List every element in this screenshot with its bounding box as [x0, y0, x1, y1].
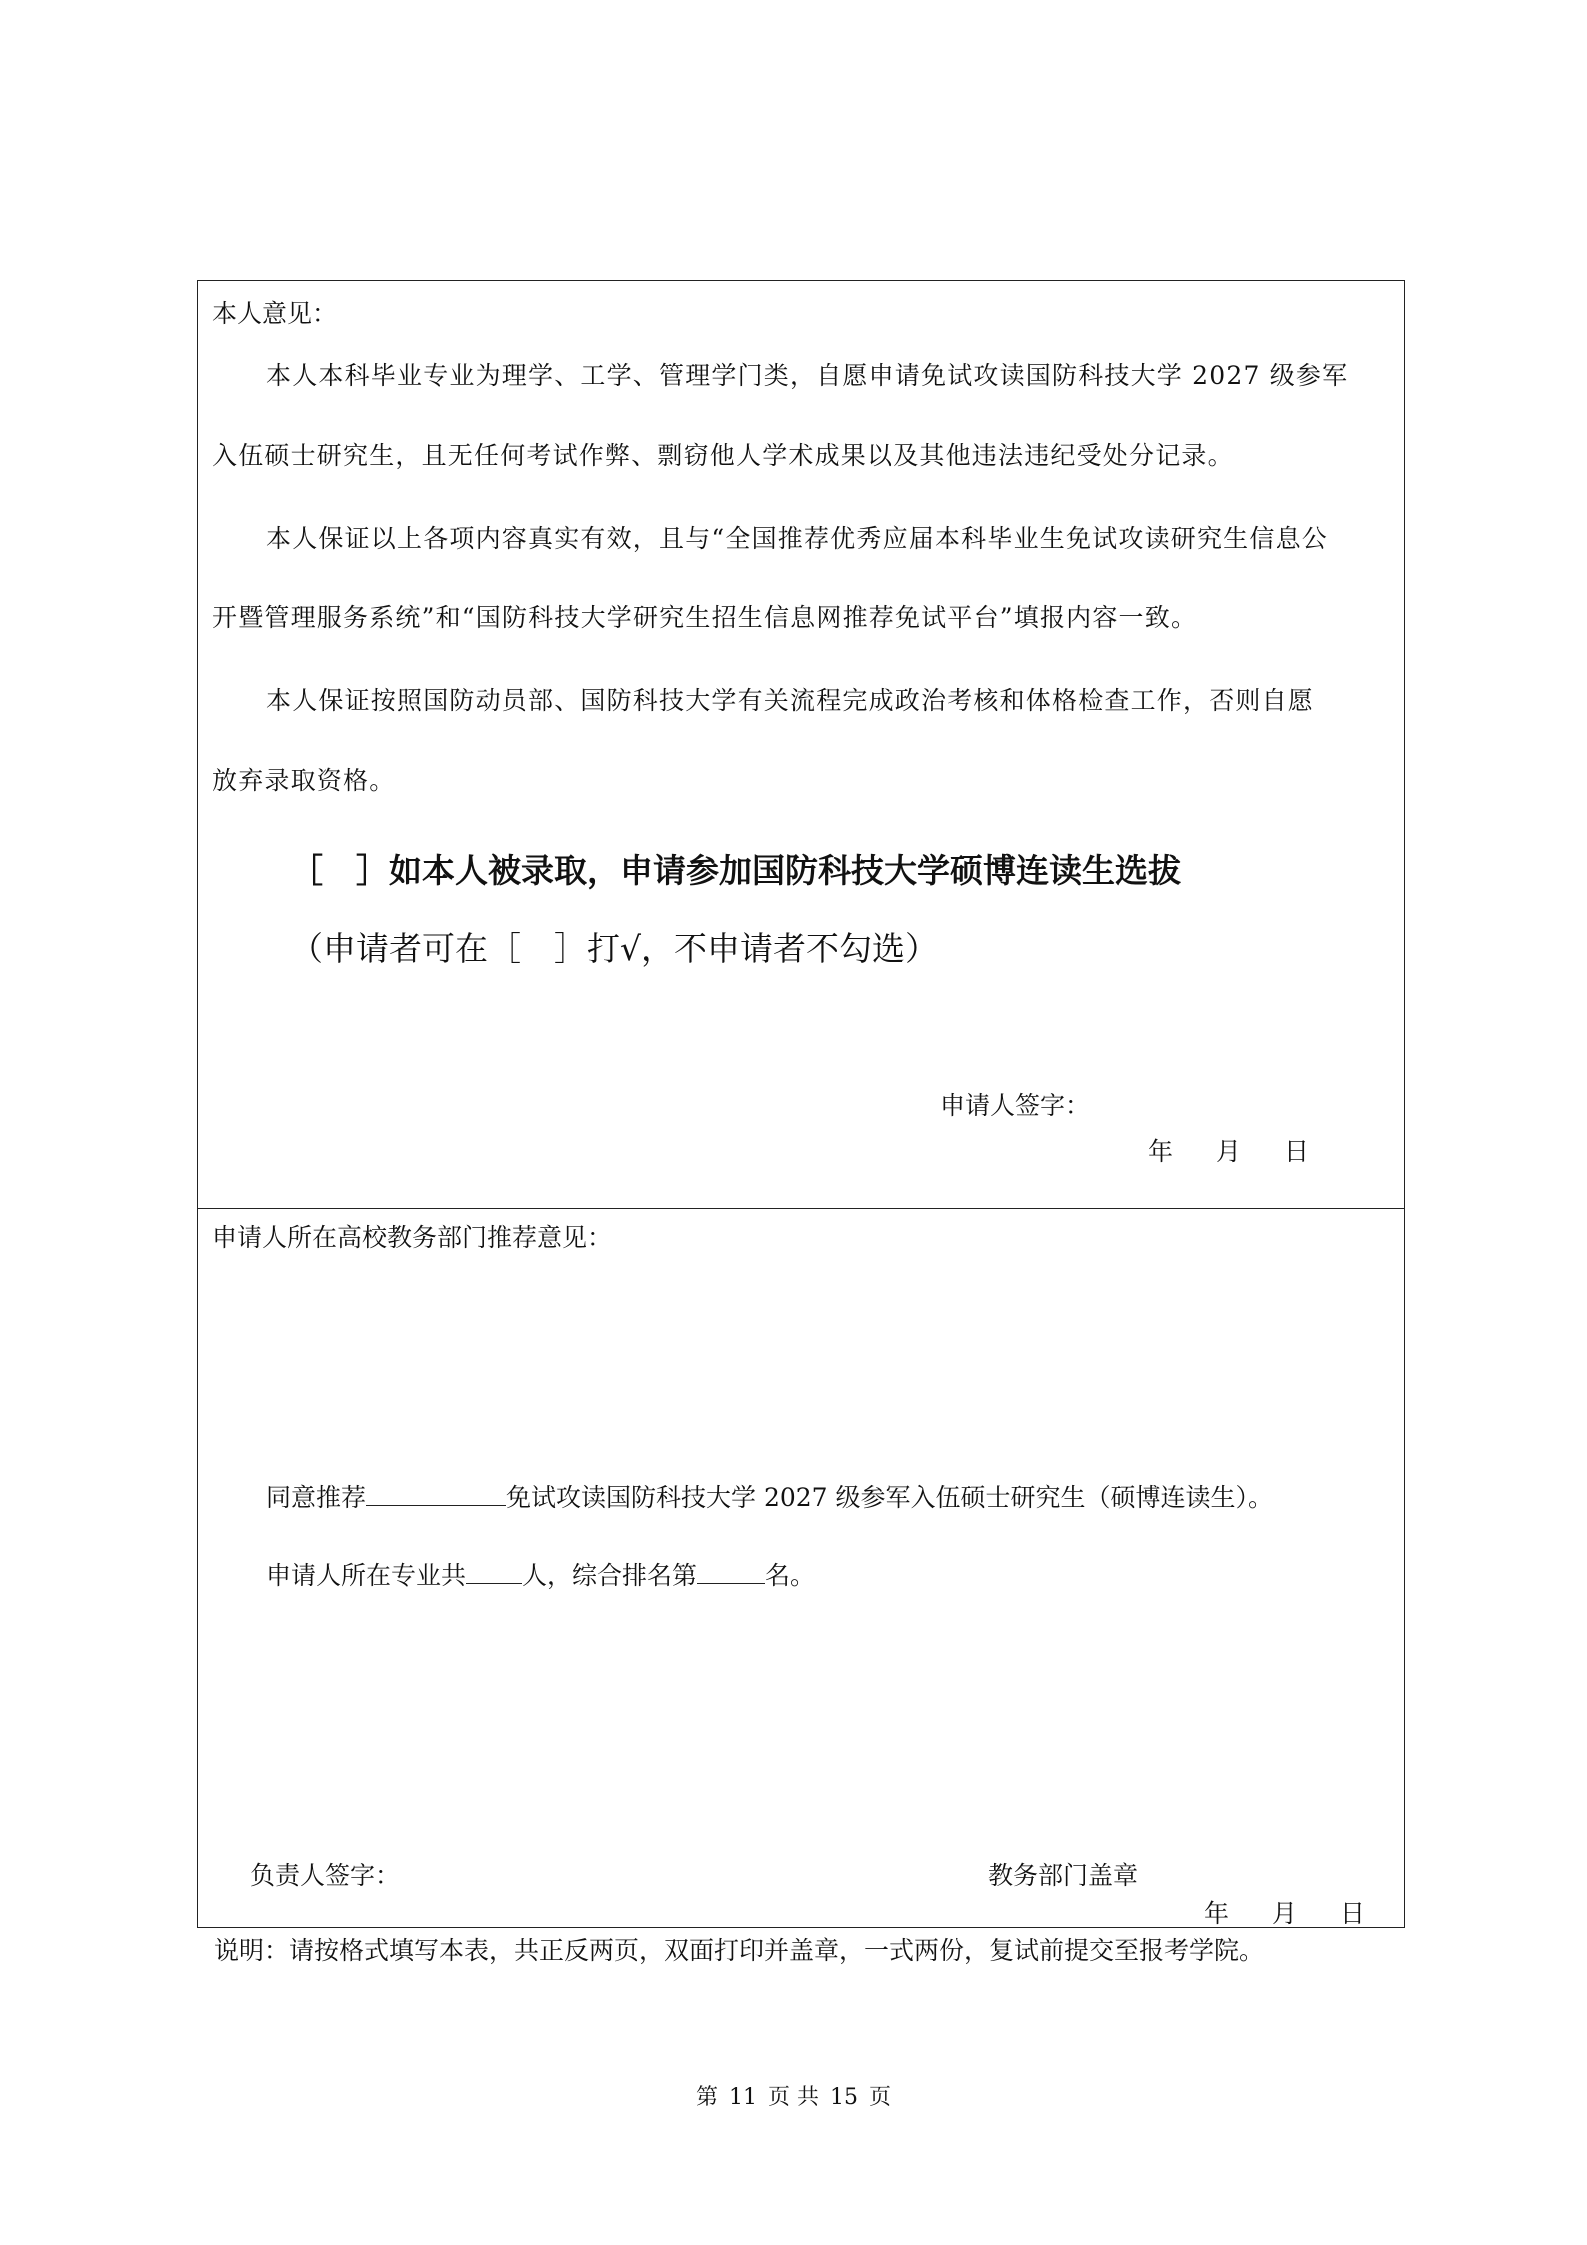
paragraph-3-line-2: 放弃录取资格。 — [212, 766, 396, 795]
applicant-signature-label: 申请人签字： — [940, 1091, 1091, 1120]
personal-opinion-section — [198, 281, 1404, 1209]
recommend-name-blank[interactable] — [366, 1481, 506, 1506]
paragraph-2-line-2: 开暨管理服务系统”和“国防科技大学研究生招生信息网推荐免试平台”填报内容一致。 — [212, 603, 1198, 632]
paragraph-3-line-1: 本人保证按照国防动员部、国防科技大学有关流程完成政治考核和体格检查工作，否则自愿 — [266, 686, 1315, 715]
applicant-date-day: 日 — [1284, 1137, 1310, 1166]
page-middle: 页 共 — [768, 2085, 819, 2110]
page-footer — [0, 2084, 1587, 2112]
page-current: 11 — [729, 2085, 757, 2110]
applicant-date-month: 月 — [1216, 1137, 1242, 1166]
phd-track-checkbox-hint: （申请者可在［ ］打√，不申请者不勾选） — [290, 929, 939, 968]
phd-track-checkbox-line[interactable]: ［ ］如本人被录取，申请参加国防科技大学硕博连读生选拔 — [290, 851, 1181, 890]
paragraph-1-line-2: 入伍硕士研究生，且无任何考试作弊、剽窃他人学术成果以及其他违法违纪受处分记录。 — [212, 441, 1234, 470]
rank-line — [266, 1559, 815, 1591]
page-total: 15 — [830, 2085, 858, 2110]
recommend-prefix: 同意推荐 — [266, 1483, 367, 1512]
application-form — [197, 280, 1405, 1928]
applicant-date-year: 年 — [1148, 1137, 1174, 1166]
school-recommendation-section — [198, 1209, 1404, 1929]
page-prefix: 第 — [695, 2085, 718, 2110]
school-date-year: 年 — [1204, 1899, 1230, 1928]
rank-prefix: 申请人所在专业共 — [266, 1561, 467, 1590]
personal-opinion-heading: 本人意见： — [212, 299, 338, 328]
recommend-suffix: 免试攻读国防科技大学 2027 级参军入伍硕士研究生（硕博连读生）。 — [506, 1483, 1274, 1512]
school-date-day: 日 — [1340, 1899, 1366, 1928]
recommend-line — [266, 1481, 1273, 1513]
school-date-month: 月 — [1272, 1899, 1298, 1928]
paragraph-2-line-1: 本人保证以上各项内容真实有效，且与“全国推荐优秀应届本科毕业生免试攻读研究生信息公 — [266, 524, 1328, 553]
rank-suffix: 名。 — [765, 1561, 816, 1590]
school-recommendation-heading: 申请人所在高校教务部门推荐意见： — [212, 1223, 613, 1252]
form-note: 说明：请按格式填写本表，共正反两页，双面打印并盖章，一式两份，复试前提交至报考学院。 — [214, 1936, 1265, 1965]
page-suffix: 页 — [869, 2085, 892, 2110]
responsible-signature-label: 负责人签字： — [250, 1861, 401, 1890]
major-total-blank[interactable] — [466, 1559, 522, 1584]
rank-position-blank[interactable] — [697, 1559, 765, 1584]
rank-middle: 人，综合排名第 — [522, 1561, 698, 1590]
academic-affairs-seal-label: 教务部门盖章 — [988, 1861, 1139, 1890]
paragraph-1-line-1: 本人本科毕业专业为理学、工学、管理学门类，自愿申请免试攻读国防科技大学 2027 级参军 — [266, 361, 1349, 390]
